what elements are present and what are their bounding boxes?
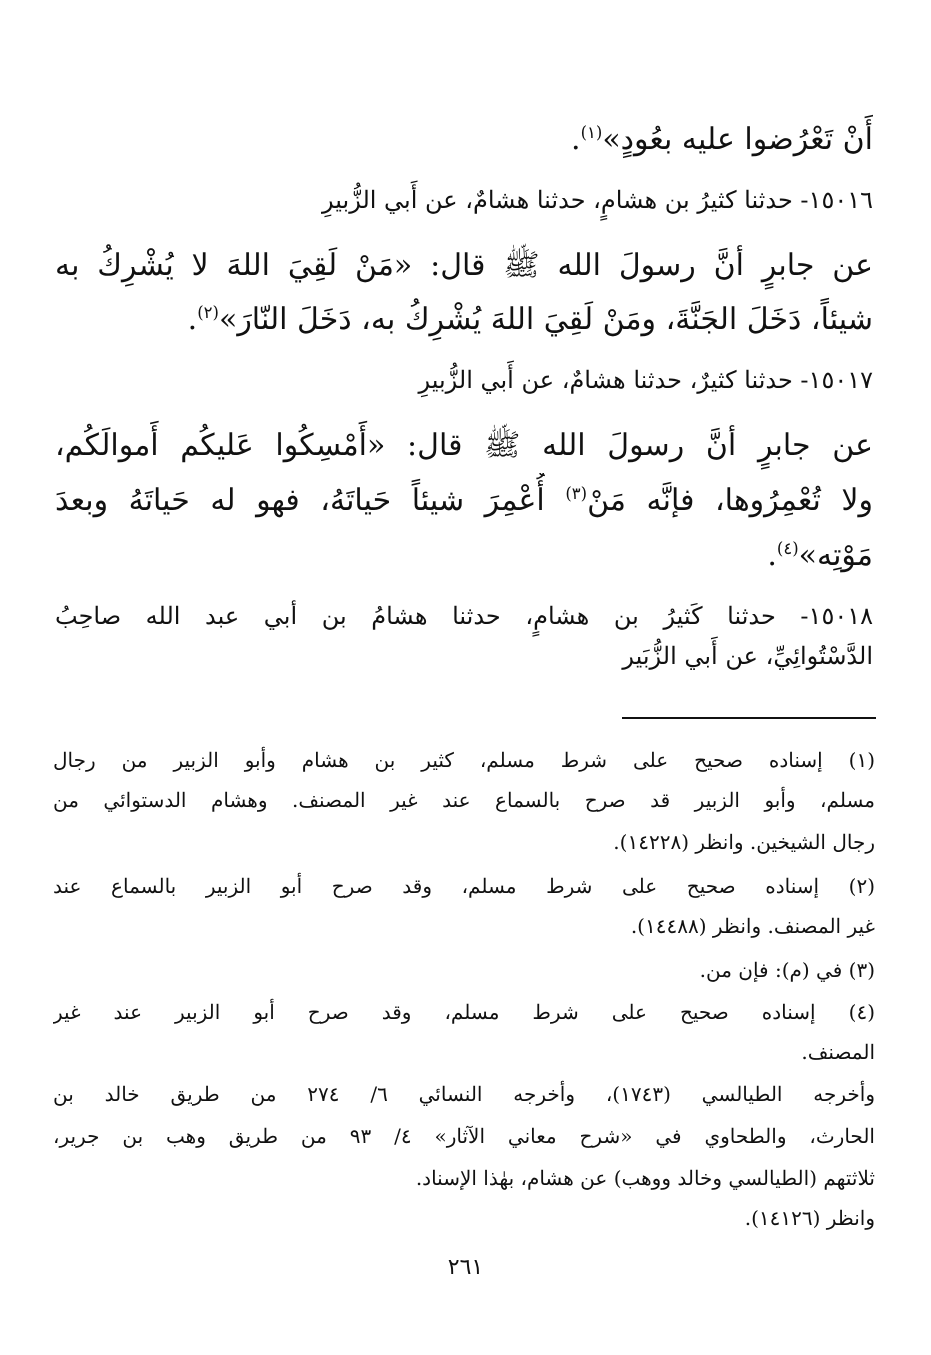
footnote-1-line-3: رجال الشيخين. وانظر (١٤٢٢٨).	[613, 830, 875, 854]
footnote-1-line-2: مسلم، وأبو الزبير قد صرح بالسماع عند غير المصنف. وهشام الدستوائي من	[53, 788, 875, 812]
hadith-15016-text-line-2-tail: .	[187, 302, 198, 337]
hadith-15017-text-line-1: عن جابرٍ أنَّ رسولَ الله ﷺ قال: «أَمْسِكُوا عَليكُم أَموالَكُم،	[55, 428, 873, 463]
hadith-15016-chain: ١٥٠١٦- حدثنا كثيرُ بن هشامٍ، حدثنا هشامٌ، عن أَبي الزُّبيرِ	[322, 186, 873, 214]
footnote-2-line-2: غير المصنف. وانظر (١٤٤٨٨).	[630, 914, 875, 938]
hadith-15017-text-line-2-pre: ولا تُعْمِرُوها، فإنَّه مَنْ	[587, 483, 873, 518]
footnote-separator	[622, 717, 876, 719]
footnote-4-line-6: وانظر (١٤١٢٦).	[744, 1206, 875, 1230]
footnote-4-line-3: وأخرجه الطيالسي (١٧٤٣)، وأخرجه النسائي ٦/ ٢٧٤ من طريق خالد بن	[53, 1082, 875, 1106]
hadith-15016-text-line-2-text: شيئاً، دَخَلَ الجَنَّةَ، ومَنْ لَقِيَ اللهَ يُشْرِكُ به، دَخَلَ النّارَ»	[218, 302, 873, 337]
hadith-15017-text-line-3-tail: .	[767, 538, 777, 573]
hadith-15017-text-line-2-text: أُعْمِرَ شيئاً حَياتَهُ، فهو له حَياتَهُ وبعدَ	[55, 483, 566, 518]
footnote-2-line-1: (٢) إسناده صحيح على شرط مسلم، وقد صرح أبو الزبير بالسماع عند	[53, 874, 875, 898]
main-line-1-tail: .	[571, 122, 581, 157]
hadith-15017-chain: ١٥٠١٧- حدثنا كثيرٌ، حدثنا هشامٌ، عن أَبي الزُّبيرِ	[418, 366, 873, 394]
page-number: ٢٦١	[447, 1255, 484, 1280]
main-line-1	[55, 112, 873, 168]
main-line-1-text: أَنْ تَعْرُضوا عليه بعُودٍ»	[602, 122, 873, 157]
hadith-15017-text-line-3-text: مَوْتِه»	[798, 538, 873, 573]
footnote-4-line-2: المصنف.	[801, 1040, 875, 1064]
footnote-4-line-5: ثلاثتهم (الطيالسي وخالد ووهب) عن هشام، بهٰذا الإسناد.	[415, 1166, 875, 1190]
footnote-1-line-1: (١) إسناده صحيح على شرط مسلم، كثير بن هشام وأبو الزبير من رجال	[53, 748, 875, 772]
footnote-ref-1: (١)	[580, 123, 603, 142]
footnote-ref-4: (٤)	[776, 539, 799, 558]
hadith-15018-chain-line-1: ١٥٠١٨- حدثنا كَثيرُ بن هشامٍ، حدثنا هشامُ بن أبي عبد الله صاحِبُ	[55, 602, 873, 630]
hadith-15017-text-line-3	[55, 528, 873, 584]
footnote-3: (٣) في (م): فإن من.	[699, 958, 875, 982]
footnote-ref-2: (٢)	[197, 303, 219, 322]
hadith-15016-text-line-2	[55, 292, 873, 348]
hadith-15017-text-line-2	[55, 473, 873, 529]
hadith-15016-text-line-1: عن جابرٍ أنَّ رسولَ الله ﷺ قال: «مَنْ لَقِيَ اللهَ لا يُشْرِكُ به	[55, 248, 873, 283]
footnote-4-line-4: الحارث، والطحاوي في «شرح معاني الآثار» ٤/ ٩٣ من طريق وهب بن جرير،	[53, 1124, 875, 1148]
footnote-ref-3: (٣)	[565, 484, 588, 503]
footnote-4-line-1: (٤) إسناده صحيح على شرط مسلم، وقد صرح أبو الزبير عند غير	[53, 1000, 875, 1024]
hadith-15018-chain-line-2: الدَّسْتُوائِيِّ، عن أَبي الزُّبَير	[622, 642, 873, 670]
